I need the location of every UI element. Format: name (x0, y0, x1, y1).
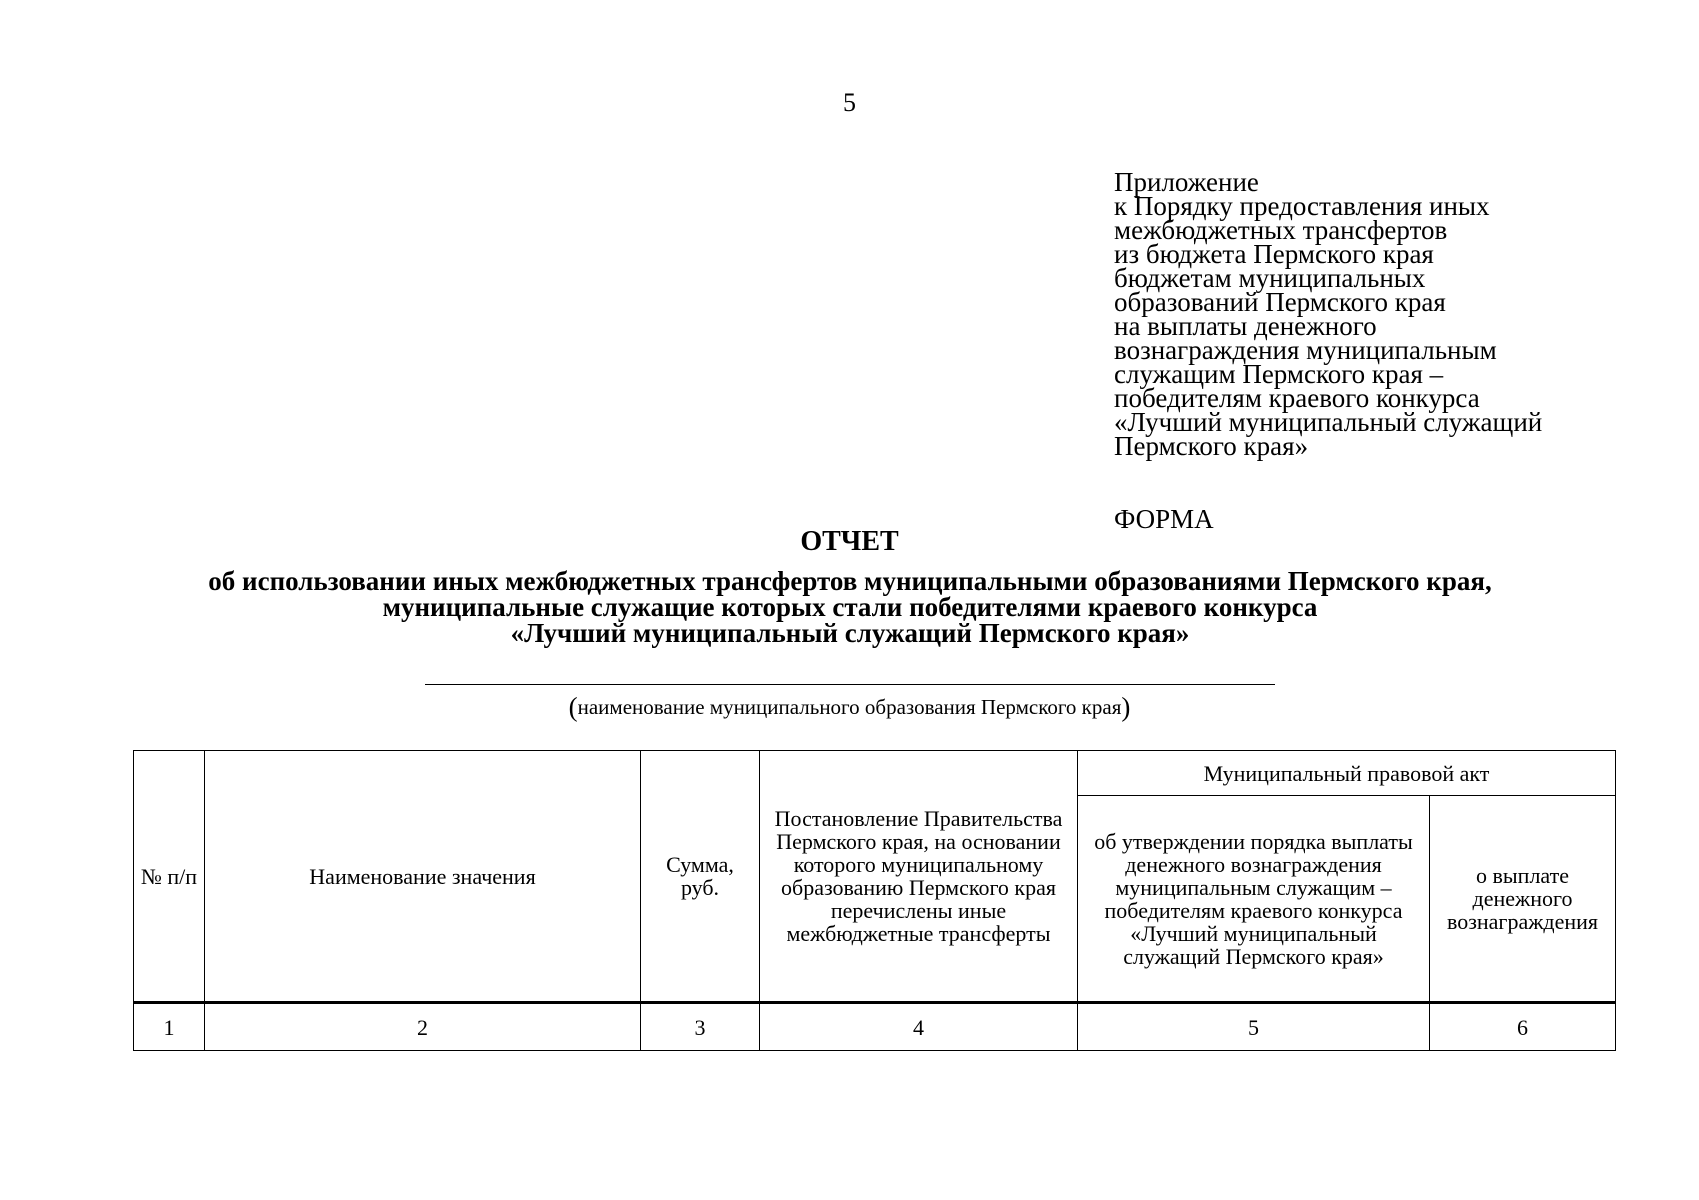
header-number: № п/п (134, 751, 205, 1003)
header-sum: Сумма, руб. (641, 751, 760, 1003)
appendix-line: Приложение (1114, 167, 1259, 197)
report-title: ОТЧЕТ (800, 526, 899, 557)
appendix-line: служащим Пермского края – (1114, 359, 1444, 389)
appendix-line: из бюджета Пермского края (1114, 239, 1434, 269)
municipality-caption: (наименование муниципального образования Пермского края) (568, 692, 1131, 722)
report-subtitle-line: «Лучший муниципальный служащий Пермского края» (510, 618, 1190, 648)
appendix-line: «Лучший муниципальный служащий (1114, 407, 1543, 437)
report-subtitle-line: об использовании иных межбюджетных трансфертов муниципальными образованиями Пермского края, (208, 566, 1492, 596)
page-number: 5 (843, 88, 856, 117)
column-number-cell: 6 (1430, 1003, 1616, 1051)
report-subtitle-line: муниципальные служащие которых стали победителями краевого конкурса (382, 592, 1318, 622)
form-label: ФОРМА (1114, 504, 1214, 534)
appendix-line: к Порядку предоставления иных (1114, 191, 1490, 221)
appendix-line: победителям краевого конкурса (1114, 383, 1480, 413)
appendix-line: Пермского края» (1114, 431, 1309, 461)
municipality-name-line (425, 684, 1275, 685)
report-subtitle (100, 568, 1600, 646)
appendix-line: образований Пермского края (1114, 287, 1446, 317)
appendix-line: межбюджетных трансфертов (1114, 215, 1448, 245)
column-number-cell: 5 (1078, 1003, 1430, 1051)
appendix-line: бюджетам муниципальных (1114, 263, 1426, 293)
column-number-cell: 3 (641, 1003, 760, 1051)
table-row (134, 1003, 1616, 1051)
report-table (133, 750, 1616, 1051)
header-resolution: Постановление Правительства Пермского края, на основании которого муниципальному образованию Пермского края перечислены иные межбюджетные трансферты (760, 751, 1078, 1003)
header-name: Наименование значения (205, 751, 641, 1003)
appendix-line: на выплаты денежного (1114, 311, 1377, 341)
column-number-cell: 2 (205, 1003, 641, 1051)
municipality-caption-text: наименование муниципального образования Пермского края (577, 695, 1122, 719)
appendix-line: вознаграждения муниципальным (1114, 335, 1497, 365)
column-number-cell: 1 (134, 1003, 205, 1051)
header-legal-act-procedure: об утверждении порядка выплаты денежного вознаграждения муниципальным служащим – победителям краевого конкурса «Лучший муниципальный служащий Пермского края» (1078, 796, 1430, 1003)
column-number-cell: 4 (760, 1003, 1078, 1051)
appendix-note (1114, 167, 1674, 461)
header-legal-act-group: Муниципальный правовой акт (1078, 751, 1616, 796)
header-legal-act-payment: о выплате денежного вознаграждения (1430, 796, 1616, 1003)
table-header-row (134, 751, 1616, 796)
